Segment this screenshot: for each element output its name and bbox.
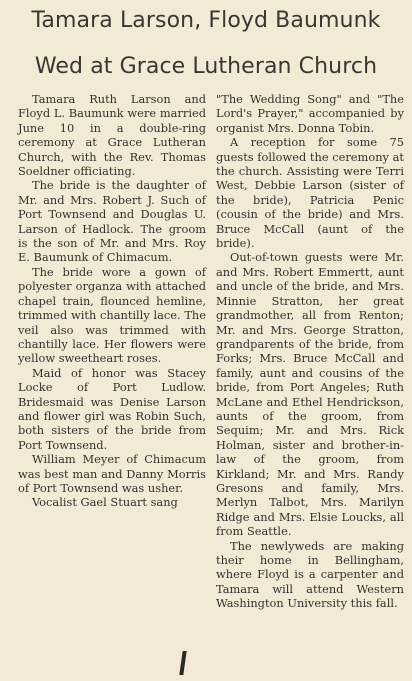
paragraph: Maid of honor was Stacey Locke of Port Ludlow. Bridesmaid was Denise Larson and flower girl was Robin Such, both sisters of the bride from Port Townsend.	[18, 365, 206, 452]
paragraph: The newlyweds are making their home in Bellingham, where Floyd is a carpenter and Tamara will attend Western Washington University this fall.	[216, 538, 404, 611]
paragraph: A reception for some 75 guests followed the ceremony at the church. Assisting were Terri West, Debbie Larson (sister of the bride), Patricia Penic (cousin of the bride) and Mrs. Bruce McCall (aunt of the bride).	[216, 135, 404, 251]
headline-line-2: Wed at Grace Lutheran Church	[34, 54, 378, 79]
paragraph: Vocalist Gael Stuart sang	[32, 495, 178, 510]
paragraph: Tamara Ruth Larson and Floyd L. Baumunk were married June 10 in a double-ring ceremony at Grace Lutheran Church, with the Rev. Thomas Soeldner officiating.	[18, 92, 206, 179]
ink-mark	[179, 651, 186, 675]
article-column-left	[18, 92, 206, 510]
paragraph: "The Wedding Song" and "The Lord's Prayer," accompanied by organist Mrs. Donna Tobin.	[216, 92, 404, 135]
headline-line-1: Tamara Larson, Floyd Baumunk	[31, 8, 381, 33]
paragraph: The bride wore a gown of polyester organza with attached chapel train, flounced hemline, trimmed with chantilly lace. The veil also was trimmed with chantilly lace. Her flowers were yellow sweetheart roses.	[18, 264, 206, 366]
paragraph: The bride is the daughter of Mr. and Mrs. Robert J. Such of Port Townsend and Douglas U. Larson of Hadlock. The groom is the son of Mr. and Mrs. Roy E. Baumunk of Chimacum.	[18, 178, 206, 265]
paragraph: William Meyer of Chimacum was best man and Danny Morris of Port Townsend was usher.	[18, 452, 206, 495]
paragraph: Out-of-town guests were Mr. and Mrs. Robert Emmertt, aunt and uncle of the bride, and Mrs. Minnie Stratton, her great grandmother, all from Renton; Mr. and Mrs. George Stratton, grandparents of the bride, from Forks; Mrs. Bruce McCall and family, aunt and cousins of the bride, from Port Angeles; Ruth McLane and Ethel Hendrickson, aunts of the groom, from Sequim; Mr. and Mrs. Rick Holman, sister and brother-in-law of the groom, from Kirkland; Mr. and Mrs. Randy Gresons and family, Mrs. Merlyn Talbot, Mrs. Marilyn Ridge and Mrs. Elsie Loucks, all from Seattle.	[216, 250, 404, 539]
article-column-right	[216, 92, 404, 611]
